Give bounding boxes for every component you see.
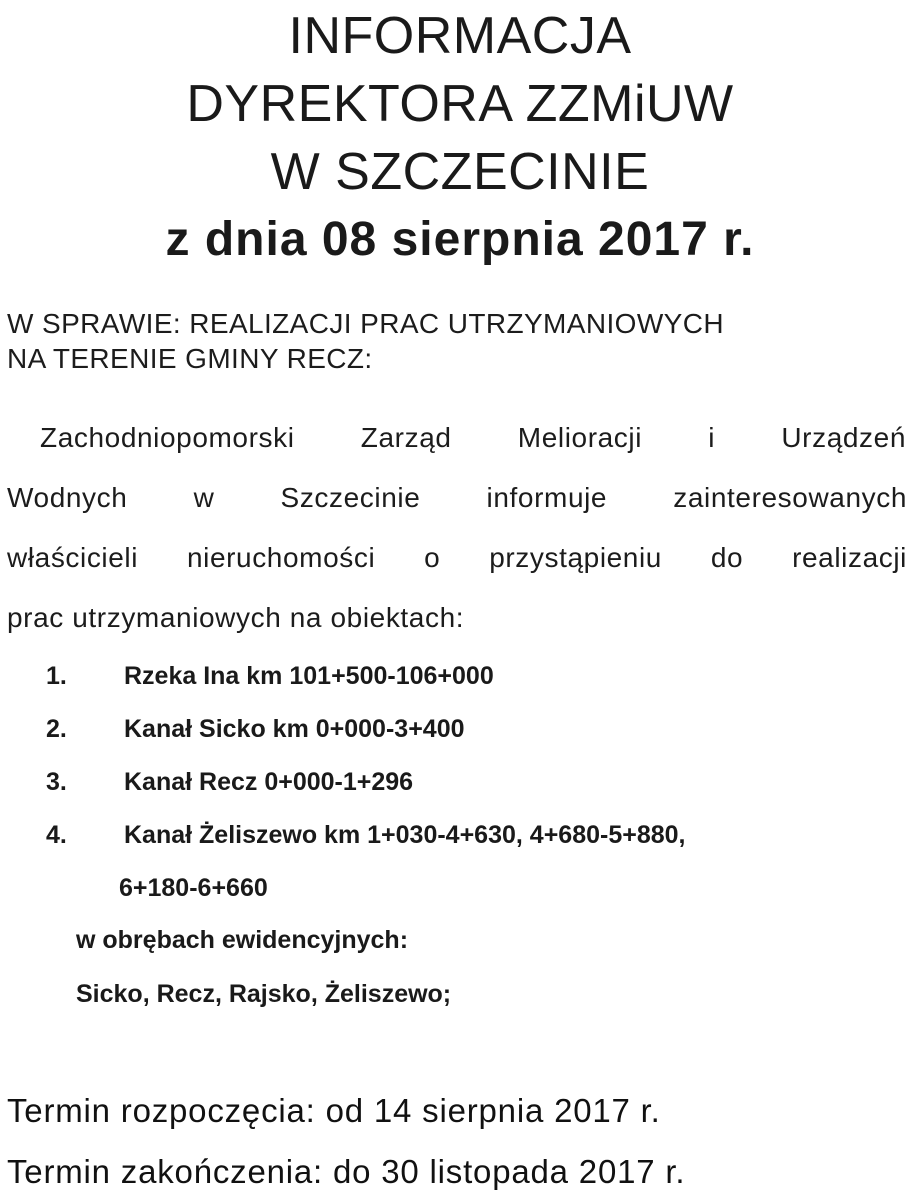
object-item-4 xyxy=(46,821,686,850)
object-number: 2. xyxy=(46,715,67,743)
body-line-2: Wodnych w Szczecinie informuje zainteresowanych xyxy=(7,482,907,513)
object-text: Kanał Sicko km 0+000-3+400 xyxy=(124,715,465,743)
object-text: Kanał Recz 0+000-1+296 xyxy=(124,768,414,796)
subject-line-2: NA TERENIE GMINY RECZ: xyxy=(7,343,373,374)
body-line-3: właścicieli nieruchomości o przystąpieniu do realizacji xyxy=(7,542,907,573)
object-item-1 xyxy=(46,662,494,691)
object-item-2 xyxy=(46,715,465,744)
object-item-4-continuation: 6+180-6+660 xyxy=(119,874,268,902)
regions-list: Sicko, Recz, Rajsko, Żeliszewo; xyxy=(76,980,452,1008)
header-date: z dnia 08 sierpnia 2017 r. xyxy=(165,213,755,266)
document-header xyxy=(0,2,920,274)
header-issuer: DYREKTORA ZZMiUW xyxy=(186,75,734,133)
object-text: Rzeka Ina km 101+500-106+000 xyxy=(124,662,494,690)
object-number: 4. xyxy=(46,821,67,849)
term-start: Termin rozpoczęcia: od 14 sierpnia 2017 r. xyxy=(7,1092,661,1129)
object-item-3 xyxy=(46,768,413,797)
term-end: Termin zakończenia: do 30 listopada 2017 r. xyxy=(7,1153,686,1190)
header-location: W SZCZECINIE xyxy=(270,143,650,201)
subject-block xyxy=(7,306,724,376)
body-line-1: Zachodniopomorski Zarząd Melioracji i Urządzeń xyxy=(40,422,906,453)
object-number: 3. xyxy=(46,768,67,796)
regions-label: w obrębach ewidencyjnych: xyxy=(76,926,409,954)
object-text: Kanał Żeliszewo km 1+030-4+630, 4+680-5+880, xyxy=(124,821,686,849)
header-title: INFORMACJA xyxy=(288,7,632,65)
subject-line-1: W SPRAWIE: REALIZACJI PRAC UTRZYMANIOWYCH xyxy=(7,308,724,339)
object-number: 1. xyxy=(46,662,67,690)
body-line-4: prac utrzymaniowych na obiektach: xyxy=(7,602,465,633)
